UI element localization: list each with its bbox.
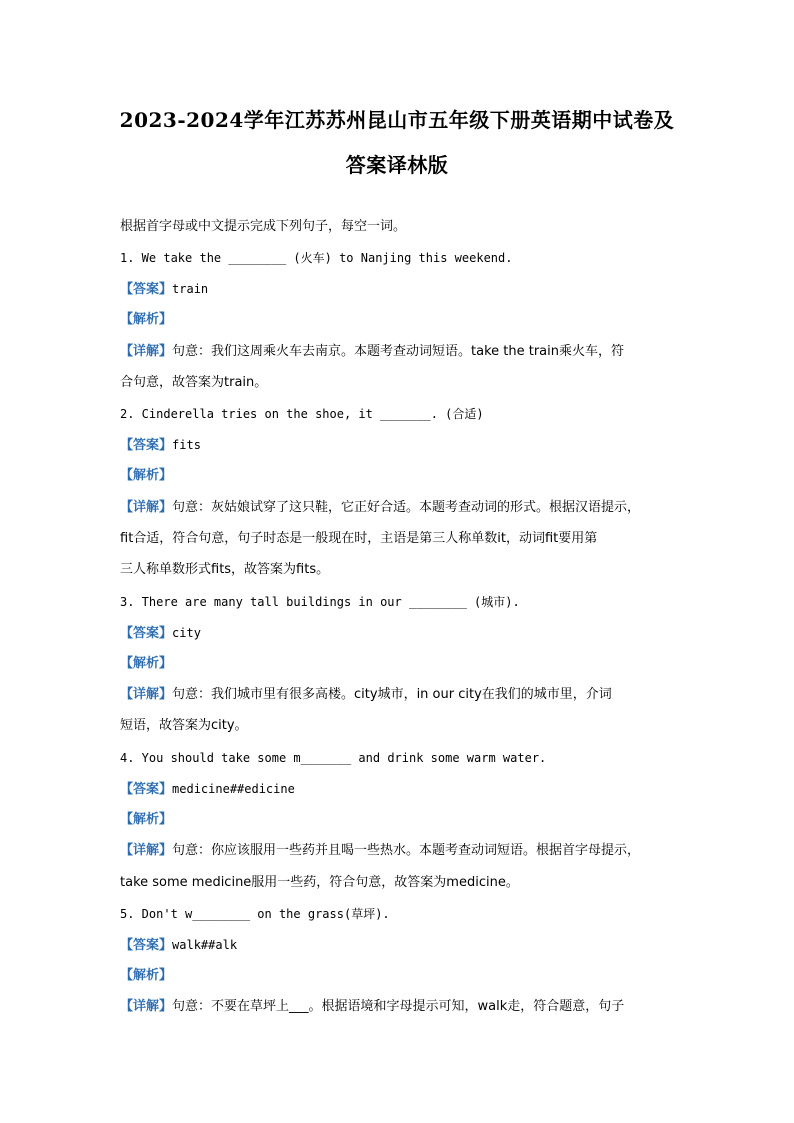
detail-3-line-1 xyxy=(120,686,680,704)
detail-label: 【详解】 xyxy=(120,843,173,858)
question-4-suffix: and drink some warm water. xyxy=(351,751,547,765)
instruction: 根据首字母或中文提示完成下列句子，每空一词。 xyxy=(120,219,407,234)
question-5 xyxy=(120,905,680,923)
detail-4-text-1: 句意：你应该服用一些药并且喝一些热水。本题考查动词短语。根据首字母提示， xyxy=(172,843,641,858)
detail-1-line-2: 合句意，故答案为train。 xyxy=(120,375,268,390)
analysis-5 xyxy=(120,967,680,985)
analysis-label: 【解析】 xyxy=(120,812,173,827)
answer-2 xyxy=(120,436,680,455)
question-5-blank: ________ xyxy=(192,907,251,921)
answer-2-value: fits xyxy=(172,438,201,452)
question-4-prefix: 4. You should take some m xyxy=(120,751,301,765)
detail-2-text-1: 句意：灰姑娘试穿了这只鞋，它正好合适。本题考查动词的形式。根据汉语提示， xyxy=(172,500,641,515)
detail-1-line-1 xyxy=(120,343,680,361)
answer-label: 【答案】 xyxy=(120,782,173,797)
question-4 xyxy=(120,749,680,767)
detail-1-text-1: 句意：我们这周乘火车去南京。本题考查动词短语。take the train乘火车，符 xyxy=(172,344,625,359)
detail-3-line-2: 短语，故答案为city。 xyxy=(120,718,248,733)
question-2-prefix: 2. Cinderella tries on the shoe, it xyxy=(120,407,373,421)
answer-1 xyxy=(120,280,680,299)
detail-4-line-1 xyxy=(120,842,680,860)
answer-3 xyxy=(120,624,680,643)
answer-5 xyxy=(120,936,680,955)
detail-5-text-1: 句意：不要在草坪上___。根据语境和字母提示可知，walk走，符合题意，句子 xyxy=(172,999,625,1014)
detail-label: 【详解】 xyxy=(120,500,173,515)
question-3-prefix: 3. There are many tall buildings in our xyxy=(120,595,402,609)
analysis-label: 【解析】 xyxy=(120,468,173,483)
detail-3-text-1: 句意：我们城市里有很多高楼。city城市，in our city在我们的城市里，介词 xyxy=(172,687,612,702)
analysis-4 xyxy=(120,811,680,829)
question-1-prefix: 1. We take the xyxy=(120,251,222,265)
question-5-prefix: 5. Don't w xyxy=(120,907,193,921)
question-4-blank: _______ xyxy=(300,751,352,765)
question-1 xyxy=(120,249,680,267)
answer-4-value: medicine##edicine xyxy=(172,782,295,796)
detail-2-line-1 xyxy=(120,499,680,517)
question-3-blank: ________ xyxy=(409,595,467,609)
detail-5-line-1 xyxy=(120,998,680,1016)
question-1-blank: ________ xyxy=(228,251,287,265)
answer-label: 【答案】 xyxy=(120,938,173,953)
detail-label: 【详解】 xyxy=(120,344,173,359)
document-title-line-1: 2023-2024学年江苏苏州昆山市五年级下册英语期中试卷及 xyxy=(119,108,675,132)
analysis-2 xyxy=(120,467,680,485)
answer-label: 【答案】 xyxy=(120,282,173,297)
document-title-line-2: 答案译林版 xyxy=(345,153,449,177)
analysis-label: 【解析】 xyxy=(120,312,173,327)
question-2-suffix: . (合适) xyxy=(430,407,484,421)
question-3 xyxy=(120,593,680,611)
answer-label: 【答案】 xyxy=(120,438,173,453)
question-2-blank: _______ xyxy=(380,407,431,421)
analysis-1 xyxy=(120,311,680,329)
analysis-label: 【解析】 xyxy=(120,656,173,671)
question-2 xyxy=(120,405,680,423)
question-5-suffix: on the grass(草坪). xyxy=(250,907,390,921)
answer-1-value: train xyxy=(172,282,209,296)
analysis-3 xyxy=(120,655,680,673)
analysis-label: 【解析】 xyxy=(120,968,173,983)
detail-label: 【详解】 xyxy=(120,687,173,702)
question-3-suffix: (城市). xyxy=(466,595,520,609)
detail-2-line-2: fit合适，符合句意，句子时态是一般现在时，主语是第三人称单数it，动词fit要用第 xyxy=(120,531,598,546)
detail-label: 【详解】 xyxy=(120,999,173,1014)
detail-2-line-3: 三人称单数形式fits，故答案为fits。 xyxy=(120,562,330,577)
answer-5-value: walk##alk xyxy=(172,938,238,952)
detail-4-line-2: take some medicine服用一些药，符合句意，故答案为medicine。 xyxy=(120,875,519,890)
question-1-suffix: (火车) to Nanjing this weekend. xyxy=(286,251,513,265)
answer-label: 【答案】 xyxy=(120,626,173,641)
answer-4 xyxy=(120,780,680,799)
answer-3-value: city xyxy=(172,626,201,640)
